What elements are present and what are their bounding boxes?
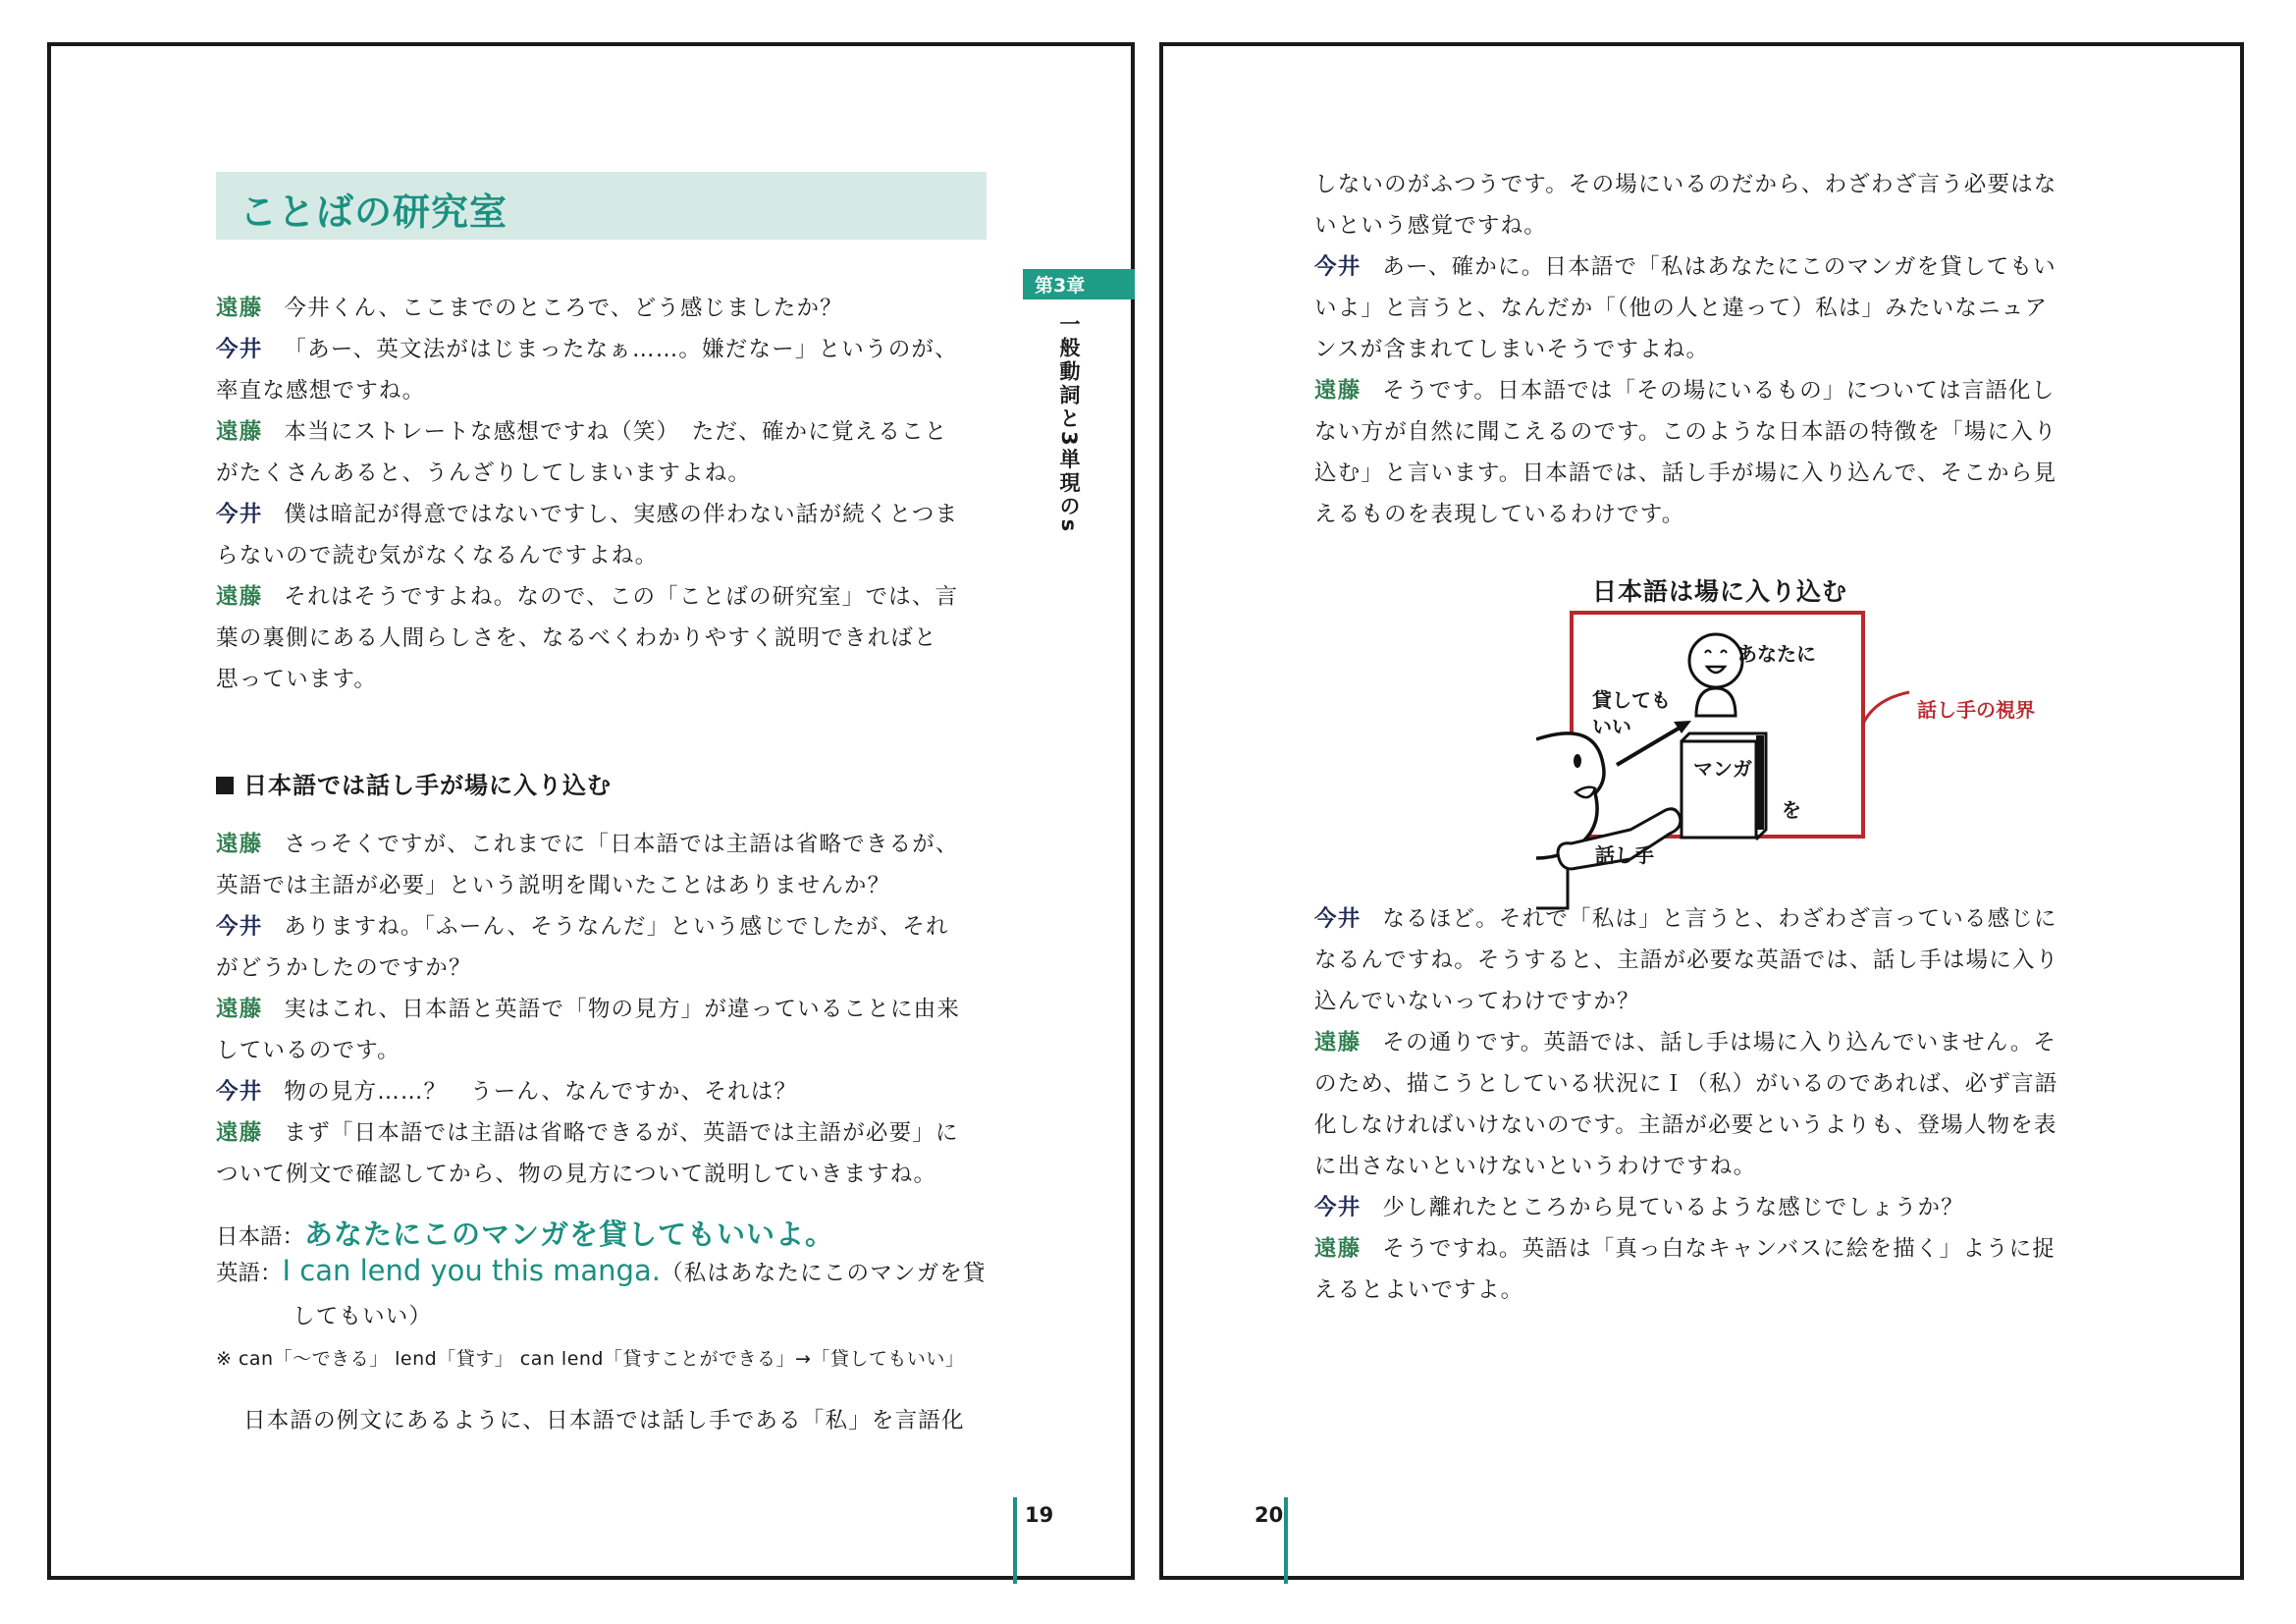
dialogue-line [1314,1187,2058,1228]
label-wo: を [1782,798,1801,822]
dialogue-text: 葉の裏側にある人間らしさを、なるべくわかりやすく説明できればと [216,625,937,651]
dialogue-text: ありますね。「ふーん、そうなんだ」という感じでしたが、それ [284,914,949,940]
dialogue-text: そうです。日本語では「その場にいるもの」については言語化し [1382,378,2056,404]
dialogue-text: ない方が自然に聞こえるのです。このような日本語の特徴を「場に入り [1314,419,2057,445]
dialogue-line [1314,329,2057,370]
dialogue-line [1314,205,2057,246]
dialogue-line [216,370,958,411]
dialogue-text: らないので読む気がなくなるんですよね。 [216,543,659,568]
dialogue-text: のため、描こうとしている状況にＩ（私）がいるのであれば、必ず言語 [1314,1071,2058,1097]
dialogue-line [216,494,958,535]
dialogue-line [1314,370,2057,411]
label-book: マンガ [1693,757,1752,781]
dialogue-line [216,1154,960,1195]
dialogue-text: 少し離れたところから見ているような感じでしょうか？ [1382,1195,1964,1220]
view-callout-line [1863,692,1909,724]
dialogue-text: に出さないといけないというわけですね。 [1314,1154,1757,1179]
dialogue-text: がたくさんあると、うんざりしてしまいますよね。 [216,460,752,486]
speaker-name: 今井 [216,914,263,940]
dialogue-text: いよ」と言うと、なんだか「（他の人と違って）私は」みたいなニュア [1314,296,2049,321]
speaker-name: 今井 [216,337,263,362]
dialogue-line [216,947,960,989]
left-page [47,42,1135,1580]
dialogue-line [1314,1022,2058,1063]
dialogue-text: がどうかしたのですか？ [216,955,472,981]
dialogue-text: 率直な感想ですね。 [216,378,426,404]
dialogue-line [1314,246,2057,288]
dialogue-line [216,411,958,453]
dialogue-text: その通りです。英語では、話し手は場に入り込んでいません。そ [1382,1030,2057,1056]
page-number-rule [1013,1497,1017,1584]
dialogue-text: なるほど。それで「私は」と言うと、わざわざ言っている感じに [1382,906,2057,932]
subheading: 日本語では話し手が場に入り込む [216,766,612,800]
page-number: 20 [1255,1503,1284,1527]
speaker-name: 遠藤 [216,419,263,445]
label-you: あなたに [1737,642,1816,666]
dialogue-text: それはそうですよね。なので、この「ことばの研究室」では、言 [284,584,959,610]
dialogue-line [216,329,958,370]
dialogue-line [1314,940,2058,981]
page-number: 19 [1025,1503,1054,1527]
dialogue-line [216,535,958,576]
speaker-name: 遠藤 [216,832,263,857]
dialogue-line [1314,411,2057,453]
dialogue-text: えるものを表現しているわけです。 [1314,502,1685,527]
dialogue-text: 僕は暗記が得意ではないですし、実感の伴わない話が続くとつま [284,502,959,527]
figure-title: 日本語は場に入り込む [1592,577,1848,606]
dialogue-line [216,824,960,865]
dialogue-line [216,1071,960,1112]
section-heading: ことばの研究室 [240,190,508,234]
dialogue-line [216,906,960,947]
dialogue-text: まず「日本語では主語は省略できるが、英語では主語が必要」に [284,1120,959,1146]
dialogue-text: 思っています。 [216,667,378,692]
dialogue-line [1314,1105,2058,1146]
dialogue-line [1314,1228,2058,1270]
dialogue-text: なるんですね。そうすると、主語が必要な英語では、話し手は場に入り [1314,947,2059,973]
dialogue-line [216,865,960,906]
dialogue-line [216,659,958,700]
dialogue-text: 今井くん、ここまでのところで、どう感じましたか？ [284,296,843,321]
speaker-name: 今井 [1314,1195,1362,1220]
dialogue-text: 化しなければいけないのです。主語が必要というよりも、登場人物を表 [1314,1112,2057,1138]
dialogue-line [216,1112,960,1154]
dialogue-text: しているのです。 [216,1038,400,1063]
dialogue-line [1314,1270,2058,1311]
speaker-name: 今井 [1314,906,1362,932]
dialogue-line [216,1030,960,1071]
dialogue-line [1314,1063,2058,1105]
dialogue-text: 込む」と言います。日本語では、話し手が場に入り込んで、そこから見 [1314,460,2057,486]
example-jp-sentence: あなたにこのマンガを貸してもいいよ。 [304,1218,835,1251]
dialogue-text: ンスが含まれてしまいそうですよね。 [1314,337,1710,362]
speaker-icon [1536,733,1681,908]
dialogue-block-2 [1314,898,2058,1311]
dialogue-line [216,576,958,618]
dialogue-block-1 [216,288,958,700]
dialogue-text: そうですね。英語は「真っ白なキャンバスに絵を描く」ように捉 [1382,1236,2056,1262]
dialogue-line [1314,164,2057,205]
dialogue-text: 物の見方……？ うーん、なんですか、それは？ [284,1079,798,1105]
speaker-name: 遠藤 [1314,1030,1362,1056]
dialogue-text: 「あー、英文法がはじまったなぁ……。嫌だなー」というのが、 [284,337,958,362]
example-en-gloss-cont: してもいい） [293,1304,433,1329]
page-number-rule [1284,1497,1288,1584]
dialogue-text: 本当にストレートな感想ですね（笑） ただ、確かに覚えること [284,419,948,445]
dialogue-line [216,618,958,659]
label-speaker: 話し手 [1595,843,1654,867]
dialogue-line [1314,1146,2058,1187]
speaker-name: 遠藤 [216,1120,263,1146]
label-speaker-view: 話し手の視界 [1917,698,2035,722]
right-page [1159,42,2244,1580]
closing-line: 日本語の例文にあるように、日本語では話し手である「私」を言語化 [243,1408,965,1434]
example-en-sentence: I can lend you this manga. [282,1254,661,1287]
chapter-title-vertical: 一般動詞と3単現のs [1057,313,1081,535]
dialogue-text: えるとよいですよ。 [1314,1277,1524,1303]
dialogue-line [1314,898,2058,940]
speaker-name: 遠藤 [216,296,263,321]
dialogue-text: いという感覚ですね。 [1314,213,1548,239]
speaker-name: 遠藤 [216,997,263,1022]
dialogue-line [1314,981,2058,1022]
dialogue-text: あー、確かに。日本語で「私はあなたにこのマンガを貸してもい [1382,254,2056,280]
label-lend-2: いい [1592,715,1631,738]
dialogue-block-2 [216,824,960,1195]
chapter-tab: 第3章 [1023,269,1135,299]
speaker-name: 今井 [216,1079,263,1105]
label-lend-1: 貸しても [1592,688,1671,712]
example-jp: 日本語：あなたにこのマンガを貸してもいいよ。 [216,1218,835,1251]
speaker-name: 遠藤 [1314,1236,1362,1262]
dialogue-line [1314,288,2057,329]
vocab-note: ※ can「～できる」 lend「貸す」 can lend「貸すことができる」→「貸してもいい」 [216,1348,965,1370]
square-bullet-icon [216,777,234,794]
speaker-name: 今井 [216,502,263,527]
dialogue-block-1 [1314,164,2057,535]
speaker-name: 遠藤 [216,584,263,610]
speaker-name: 今井 [1314,254,1362,280]
dialogue-line [1314,494,2057,535]
dialogue-text: さっそくですが、これまでに「日本語では主語は省略できるが、 [284,832,959,857]
dialogue-line [216,989,960,1030]
dialogue-text: 込んでいないってわけですか？ [1314,989,1640,1014]
dialogue-line [1314,453,2057,494]
dialogue-text: 英語では主語が必要」という説明を聞いたことはありませんか？ [216,873,891,898]
manga-book-icon [1682,733,1766,839]
listener-icon [1689,634,1742,716]
dialogue-line [216,288,958,329]
dialogue-text: 実はこれ、日本語と英語で「物の見方」が違っていることに由来 [284,997,961,1022]
example-en: 英語：I can lend you this manga.（私はあなたにこのマンガを貸 [216,1254,987,1287]
dialogue-text: ついて例文で確認してから、物の見方について説明していきますね。 [216,1162,937,1187]
dialogue-text: しないのがふつうです。その場にいるのだから、わざわざ言う必要はな [1314,172,2057,197]
speaker-name: 遠藤 [1314,378,1362,404]
section-heading-box [216,172,987,240]
dialogue-line [216,453,958,494]
